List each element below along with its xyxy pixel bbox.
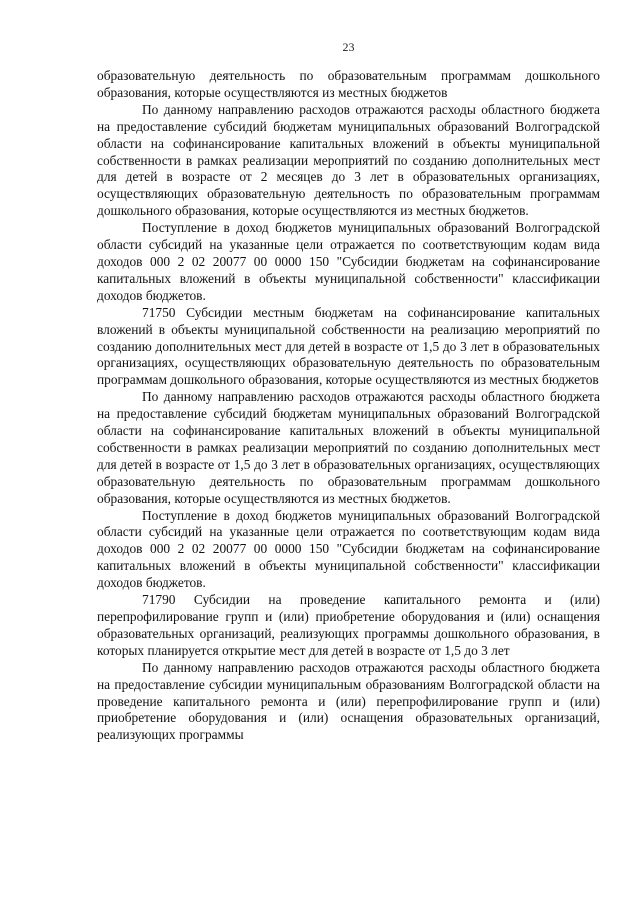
paragraph-code-71790: 71790 Субсидии на проведение капитального ремонта и (или) перепрофилирование групп и (или) приобретение оборудования и (или) оснащения образовательных организаций, реализующих программы дошкольного образования, в которых планируется открытие мест для детей в возрасте от 1,5 до 3 лет <box>97 592 600 658</box>
paragraph-continuation: образовательную деятельность по образовательным программам дошкольного образования, которые осуществляются из местных бюджетов <box>97 68 600 100</box>
paragraph-expenses-description: По данному направлению расходов отражаются расходы областного бюджета на предоставление субсидий бюджетам муниципальных образований Волгоградской области на софинансирование капитальных вложений в объекты муниципальной собственности в рамках реализации мероприятий по созданию дополнительных мест для детей в возрасте от 2 месяцев до 3 лет в образовательных организациях, осуществляющих образовательную деятельность по образовательным программам дошкольного образования, которые осуществляются из местных бюджетов. <box>97 101 600 219</box>
document-body <box>97 68 600 744</box>
paragraph-code-71750: 71750 Субсидии местным бюджетам на софинансирование капитальных вложений в объекты муниципальной собственности на реализацию мероприятий по созданию дополнительных мест для детей в возрасте от 1,5 до 3 лет в образовательных организациях, осуществляющих образовательную деятельность по образовательным программам дошкольного образования, которые осуществляются из местных бюджетов <box>97 304 600 388</box>
page-number: 23 <box>342 40 355 54</box>
paragraph-revenue-codes: Поступление в доход бюджетов муниципальных образований Волгоградской области субсидий на указанные цели отражается по соответствующим кодам вида доходов 000 2 02 20077 00 0000 150 "Субсидии бюджетам на софинансирование капитальных вложений в объекты муниципальной собственности" классификации доходов бюджетов. <box>97 220 600 303</box>
paragraph-expenses-description: По данному направлению расходов отражаются расходы областного бюджета на предоставление субсидии муниципальным образованиям Волгоградской области на проведение капитального ремонта и (или) перепрофилирование групп и (или) приобретение оборудования и (или) оснащения образовательных организаций, реализующих программы <box>97 659 600 743</box>
paragraph-revenue-codes: Поступление в доход бюджетов муниципальных образований Волгоградской области субсидий на указанные цели отражается по соответствующим кодам вида доходов 000 2 02 20077 00 0000 150 "Субсидии бюджетам на софинансирование капитальных вложений в объекты муниципальной собственности" классификации доходов бюджетов. <box>97 507 600 591</box>
paragraph-expenses-description: По данному направлению расходов отражаются расходы областного бюджета на предоставление субсидий бюджетам муниципальных образований Волгоградской области на софинансирование капитальных вложений в объекты муниципальной собственности в рамках реализации мероприятий по созданию дополнительных мест для детей в возрасте от 1,5 до 3 лет в образовательных организациях, осуществляющих образовательную деятельность по образовательным программам дошкольного образования, которые осуществляются из местных бюджетов. <box>97 389 600 506</box>
